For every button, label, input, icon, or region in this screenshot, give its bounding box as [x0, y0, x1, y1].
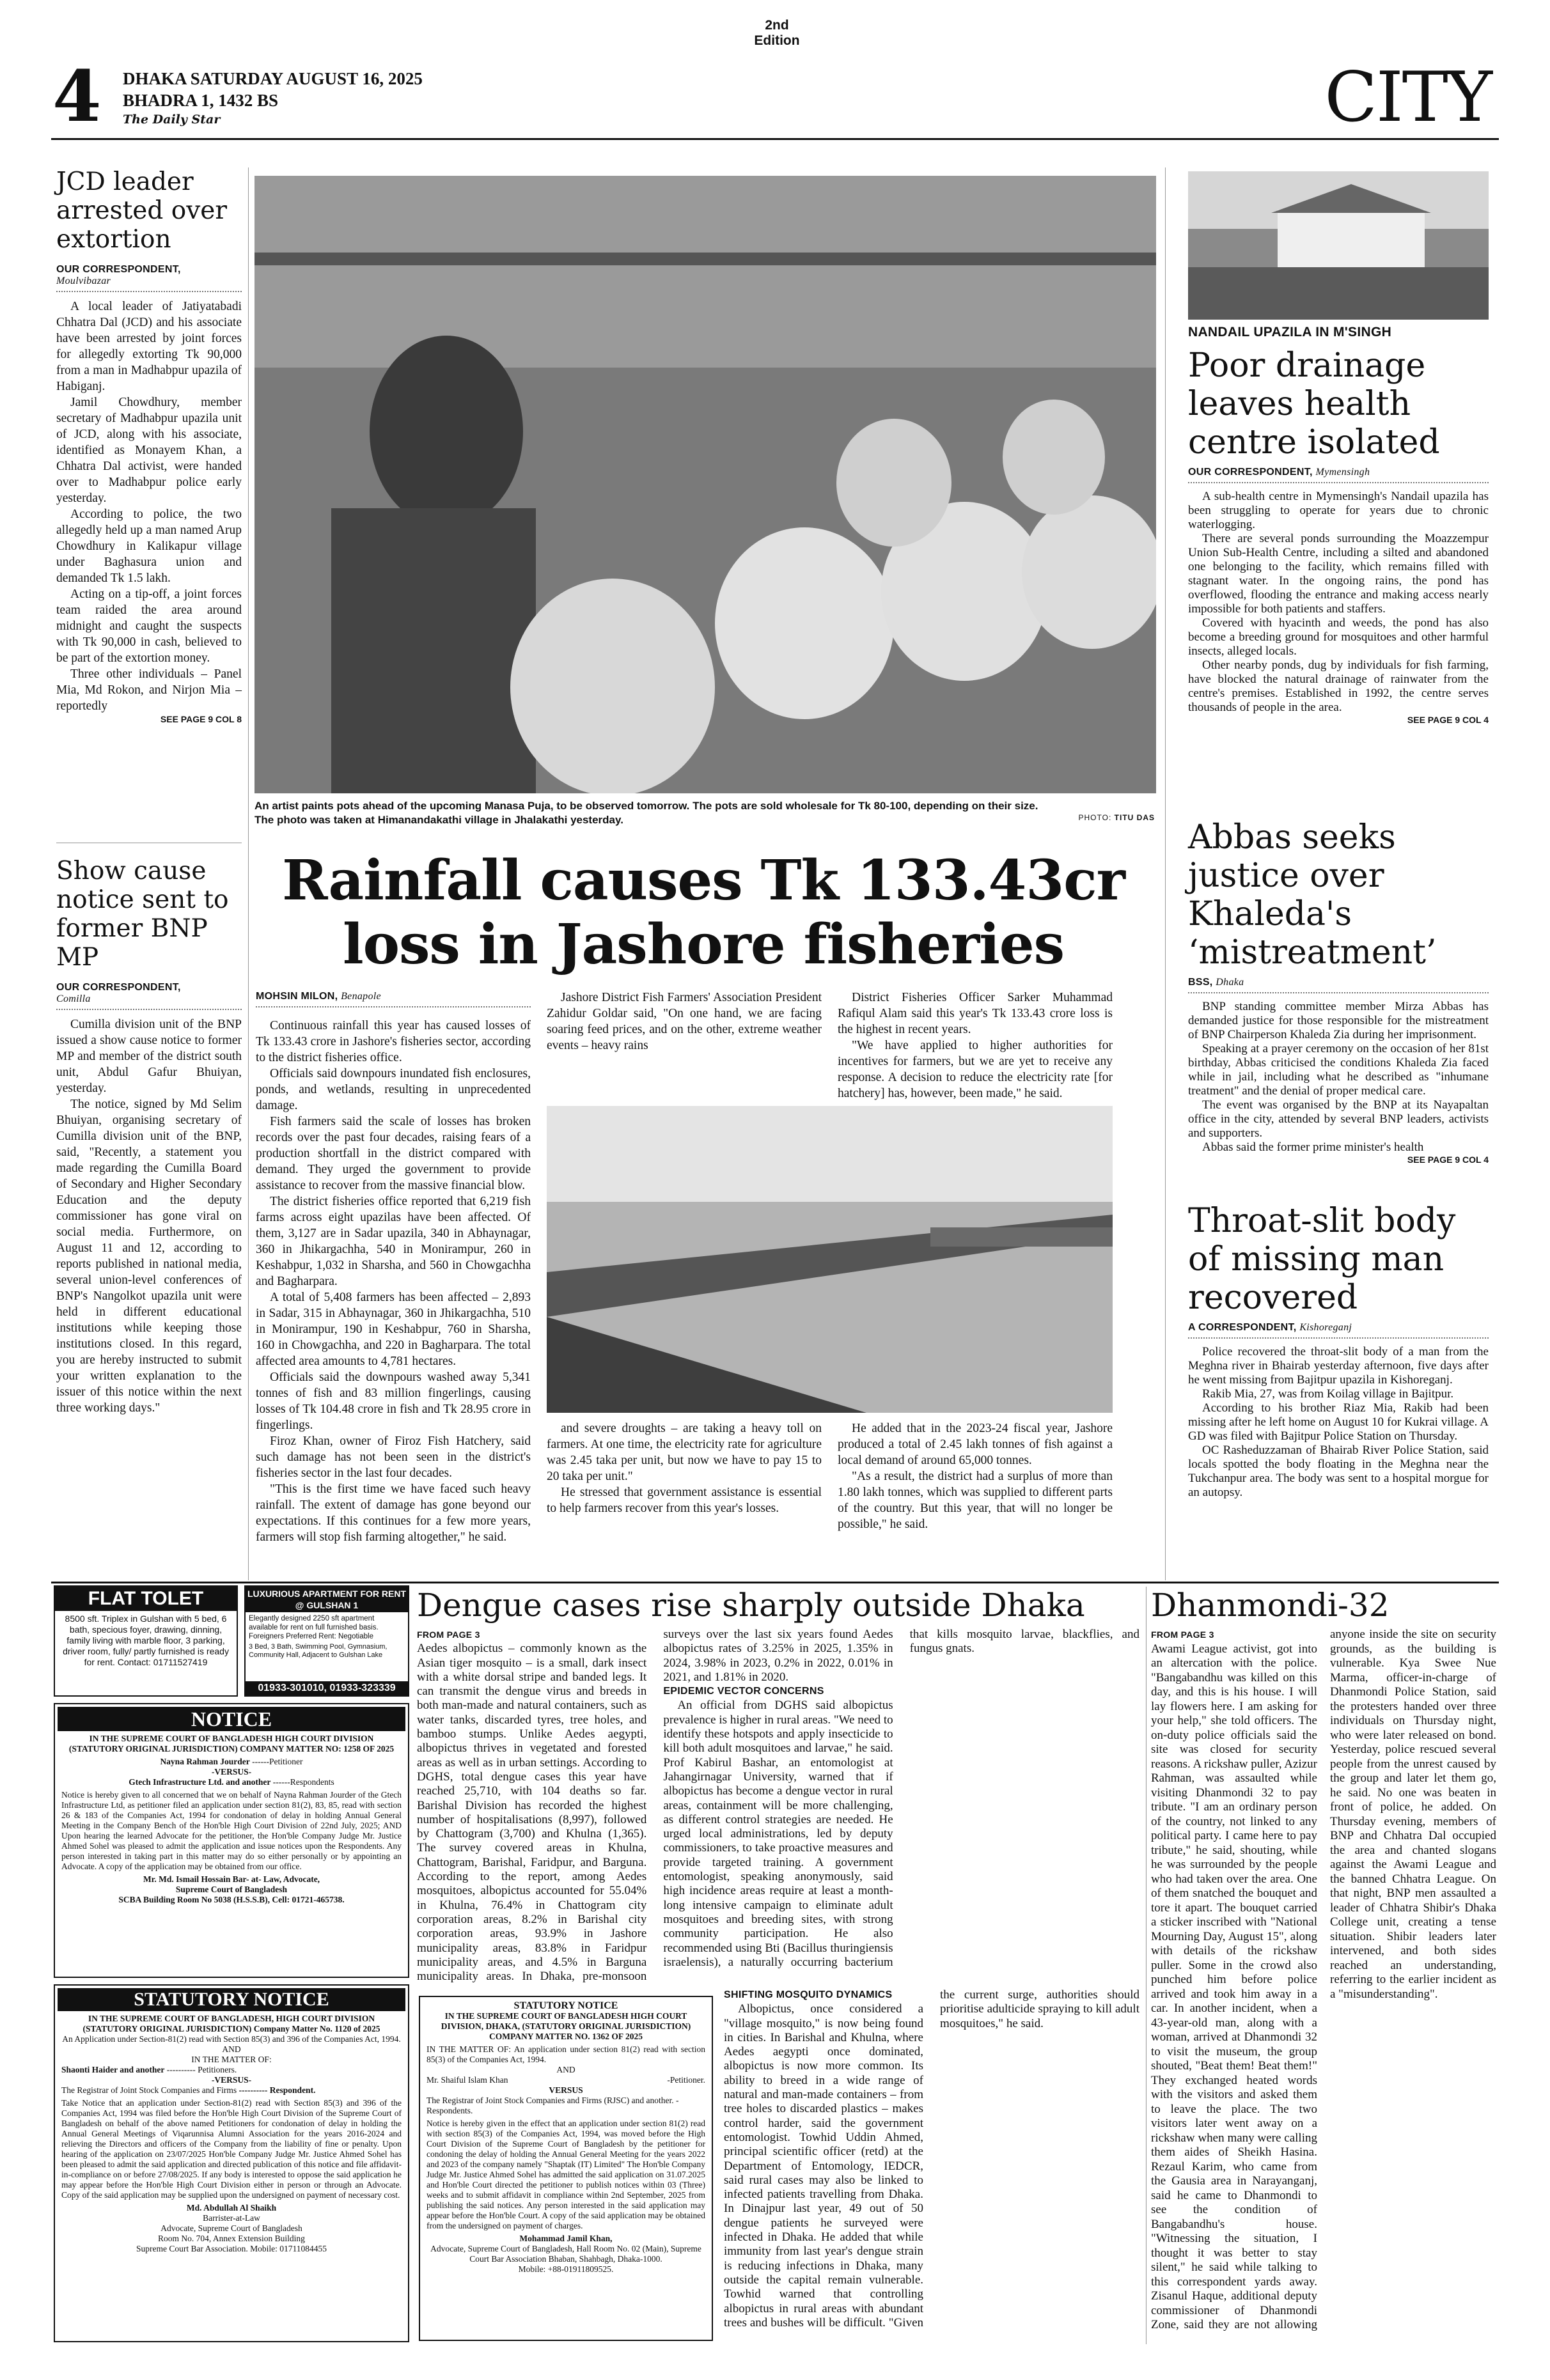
luxury-ad-phone: 01933-301010, 01933-323339 [246, 1681, 408, 1695]
abbas-divider [1188, 992, 1489, 993]
notice-2-body: Take Notice that an application under Section-81(2) read with Section 85(3) and 396 of the Companies Act, 1994 was filed before the Hon'ble High Court Division of the Supreme Court of Bangladesh on behalf of the above named Petitioners for condonation of delay in holding the Annual General Meetings of Viqarunnisa Alumni Association for the years 2016-2024 and relieving the Directors and officers of the Company from the liability of fine or penalty. Upon hearing of the application on 23/07/2025 Hon'ble Company Judge Mr. Justice Ahmed Sohel has been pleased to admit the said application and directed publication of this notice and file affidavit-in-compliance on or before 27/08/2025. If any body is interested to oppose the said application he may appear before the Hon'ble High Court Division either in person or through an Advocate. Copy of the said application may be supplied upon the undersigned on payment of necessary cost. [61, 2098, 402, 2200]
throat-p4: OC Rasheduzzaman of Bhairab River Police Station, said locals spotted the body floating in the Meghna near the Tukchanpur area. The body was sent to a hospital morgue for an autopsy. [1188, 1443, 1489, 1499]
luxury-ad-features: 3 Bed, 3 Bath, Swimming Pool, Gymnasium, Community Hall, Adjacent to Gulshan Lake [249, 1643, 388, 1659]
throat-p2: Rakib Mia, 27, was from Koilag village in Bajitpur. [1202, 1387, 1454, 1401]
nandail-p1: A sub-health centre in Mymensingh's Nandail upazila has been struggling to operate for years due to chronic waterlogging. [1188, 490, 1489, 531]
throat-place: Kishoreganj [1299, 1322, 1352, 1333]
rainfall-p4: The district fisheries office reported that 6,219 fish farms across eight upazilas have been affected. Of them, 3,127 are in Sadar upazila, 340 in Abhaynagar, 360 in Jhikargachha, 540 in Monirampur, 260 in Keshabpur, 1,032 in Sharsha, and 560 in Chowgachha and Bagharpara. [256, 1195, 531, 1288]
flat-tolet-text: 8500 sft. Triplex in Gulshan with 5 bed, 6 bath, specious foyer, drawing, dinning, family living with marble floor, 3 parking, driver room, fully/ partly furnished is ready for rent. Contact: 01711527419 [63, 1614, 229, 1667]
page-number: 4 [52, 55, 102, 137]
notice-1-signature: Mr. Md. Ismail Hossain Bar- at- Law, Advocate, [143, 1874, 320, 1884]
throat-byline [1188, 1322, 1489, 1334]
flat-tolet-ad [54, 1585, 238, 1697]
notice-3 [419, 1996, 713, 2341]
rainfall-p2: Officials said downpours inundated fish enclosures, ponds, and wetlands, resulting in unprecedented damage. [256, 1067, 531, 1112]
abbas-see-page: SEE PAGE 9 COL 4 [1407, 1155, 1489, 1165]
health-centre-photo [1188, 171, 1489, 320]
notice-2-matter: IN THE MATTER OF: [191, 2055, 272, 2064]
jcd-p1: A local leader of Jatiyatabadi Chhatra Dal (JCD) and his associate have been arrested by joint forces for allegedly extorting Tk 90,000 from a man in Madhabpur upazila of Habiganj. [56, 300, 242, 393]
nandail-byline-name: OUR CORRESPONDENT, [1188, 467, 1313, 478]
notice-1-sig-2: Supreme Court of Bangladesh [175, 1885, 288, 1894]
rainfall-p9: Jashore District Fish Farmers' Association President Zahidur Goldar said, "On one hand, we are facing soaring feed prices, and on the other, extreme weather events – heavy rains [547, 991, 822, 1052]
dengue-text-2: An official from DGHS said albopictus prevalence is higher in rural areas. "We need to identify these hotspots and apply insecticide to kill both adult mosquitoes and larvae," he said. Prof Kabirul Bashar, an entomologist at Jahangirnagar University, warned that if albopictus has become a dengue vector in rural areas, containment will be more challenging, as different control strategies are needed. He urged local administrations, led by deputy commissioners, to take proactive measures and provide targeted training. A government entomologist, speaking anonymously, said high incidence areas require at least a month-long intensive campaign to eliminate adult mosquitoes and breeding sites, with strong community participation. He also recommended using Bti (Bacillus thuringiensis israelensis), a naturally occurring bacterium that kills mosquito larvae, blackflies, and fungus gnats. [663, 1628, 1139, 1969]
notice-2-respondent [61, 2085, 402, 2096]
nandail-byline [1188, 467, 1489, 478]
notice-3-petitioner-role: -Petitioner. [667, 2075, 705, 2085]
dengue-columns [417, 1628, 1139, 1986]
dhanmondi-from-page: FROM PAGE 3 [1151, 1629, 1214, 1640]
notice-2-petitioner-role: ---------- Petitioners. [166, 2065, 237, 2074]
showcause-byline [56, 982, 242, 1005]
notice-3-sig-2: Advocate, Supreme Court of Bangladesh, Hall Room No. 02 (Main), Supreme Court Bar Association Bhaban, Shahbagh, Dhaka-1000. [430, 2244, 701, 2264]
notice-3-respondent [427, 2096, 705, 2116]
rainfall-col-3-top [838, 990, 1113, 1101]
nandail-p2: There are several ponds surrounding the Moazzempur Union Sub-Health Centre, including a silted and abandoned one belonging to the facility, which remains filled with stagnant water. In the ongoing rains, the pond has overflowed, flooding the entrance and making access nearly impossible for both patients and staffers. [1188, 532, 1489, 616]
nandail-see-page: SEE PAGE 9 COL 4 [1407, 715, 1489, 725]
col-rule-left [248, 167, 249, 1580]
dengue-from-page: FROM PAGE 3 [417, 1629, 480, 1640]
date-line: DHAKA SATURDAY AUGUST 16, 2025 [123, 69, 423, 88]
abbas-story [1188, 818, 1489, 1165]
jcd-p5: Three other individuals – Panel Mia, Md Rokon, and Nirjon Mia – reportedly [56, 667, 242, 713]
nandail-divider [1188, 482, 1489, 483]
throat-story [1188, 1202, 1489, 1500]
jcd-byline [56, 264, 242, 287]
jcd-see-page: SEE PAGE 9 COL 8 [160, 714, 242, 724]
jcd-divider [56, 291, 242, 292]
main-photo [254, 176, 1156, 793]
abbas-byline [1188, 977, 1489, 988]
notice-3-sig-3: Mobile: +88-01911809525. [518, 2264, 614, 2274]
notice-3-body: Notice is hereby given in the effect that an application under section 81(2) read with section 85(3) of the Companies Act, 1994, was moved before the High Court Division of the Supreme Court of Bangladesh by the petitioner for condoning the delay of holding the Annual General Meeting for the years 2022 and 2023 of the company namely "Shaptak (IT) Limited" The Hon'ble Company Judge Mr. Justice Ahmed Sohel has admitted the said application on 31.07.2025 and Hon'ble Court directed the petitioner to publish notices within 03 (Three) weeks and to submit affidavit in compliance within 2nd September, 2025 from publishing the said notices. Any person interested in the said application may appear before the Hon'ble Court. A copy of the said application may be obtained from the undersigned on payment of charges. [427, 2119, 705, 2230]
nandail-body [1188, 490, 1489, 715]
flat-tolet-title: FLAT TOLET [55, 1587, 237, 1611]
jcd-headline: JCD leader arrested over extortion [56, 167, 227, 254]
notice-3-petitioner [427, 2075, 705, 2085]
notice-1-petitioner [61, 1757, 402, 1767]
flooded-fish-enclosure-illustration [547, 1106, 1113, 1413]
notice-2-and: AND [222, 2044, 241, 2054]
rainfall-p12: District Fisheries Officer Sarker Muhammad Rafiqul Alam said this year's Tk 133.43 crore loss is the highest in recent years. [838, 991, 1113, 1036]
jcd-body [56, 299, 242, 714]
rainfall-place: Benapole [341, 991, 381, 1002]
notice-1-court: IN THE SUPREME COURT OF BANGLADESH HIGH COURT DIVISION (STATUTORY ORIGINAL JURISDICTION) COMPANY MATTER NO: 1258 OF 2025 [68, 1734, 395, 1754]
notice-1-petitioner-name: Nayna Rahman Jourder [160, 1757, 250, 1766]
dhanmondi-body [1151, 1628, 1496, 2344]
notice-2-versus: -VERSUS- [211, 2075, 252, 2085]
showcause-place: Comilla [56, 993, 91, 1004]
showcause-divider [56, 1009, 242, 1010]
notice-3-petitioner-name: Mr. Shaiful Islam Khan [427, 2075, 508, 2085]
notice-2-signature: Md. Abdullah Al Shaikh [186, 2203, 277, 2213]
dengue-sub-1: EPIDEMIC VECTOR CONCERNS [663, 1686, 824, 1697]
notice-2-sig-2: Barrister-at-Law [203, 2213, 260, 2223]
throat-body [1188, 1345, 1489, 1500]
dhanmondi-columns [1151, 1628, 1496, 2344]
notice-3-versus: VERSUS [549, 2085, 583, 2095]
rainfall-p6: Officials said the downpours washed away 5,341 tonnes of fish and 83 million fingerlings, causing losses of Tk 104.48 crore in fish and Tk 28.95 crore in fingerlings. [256, 1371, 531, 1432]
section-title: CITY [1324, 58, 1491, 137]
paper-logo: The Daily Star [123, 113, 221, 127]
notice-3-title: STATUTORY NOTICE [513, 2000, 618, 2011]
notice-2-sig-4: Room No. 704, Annex Extension Building [158, 2234, 305, 2243]
nandail-p3: Covered with hyacinth and weeds, the pond has also become a breeding ground for mosquitoes and other harmful insects, alleged locals. [1188, 616, 1489, 658]
dhanmondi-headline: Dhanmondi-32 [1151, 1587, 1390, 1624]
throat-p1: Police recovered the throat-slit body of a man from the Meghna river in Bhairab yesterday afternoon, five days after he went missing from Bajitpur upazila in Kishoreganj. [1188, 1345, 1489, 1387]
masthead-rule [51, 138, 1499, 140]
abbas-p2: Speaking at a prayer ceremony on the occasion of her 81st birthday, Abbas criticised the conditions Khaleda Zia faced while in jail, including what he described as "inhumane treatment" and the denial of proper medical care. [1188, 1042, 1489, 1098]
luxury-apartment-ad [244, 1585, 409, 1697]
rainfall-p13: "We have applied to higher authorities for incentives for farmers, but we are yet to receive any response. A decision to reduce the electricity rate [for hatchery] has, however, been made," he said. [838, 1039, 1113, 1100]
rainfall-col-2-bottom [547, 1420, 822, 1516]
nandail-place: Mymensingh [1315, 467, 1370, 478]
dengue-sub-2: SHIFTING MOSQUITO DYNAMICS [724, 1989, 893, 2000]
health-centre-illustration [1188, 171, 1489, 320]
rainfall-col-1 [256, 1018, 531, 1545]
notice-3-and: AND [556, 2065, 575, 2074]
jcd-p3: According to police, the two allegedly held up a man named Arup Chowdhury in Kalikapur village under Baghasura union and demanded Tk 1.5 lakh. [56, 508, 242, 585]
rainfall-col-3-bottom [838, 1420, 1113, 1532]
notice-3-court: IN THE SUPREME COURT OF BANGLADESH HIGH COURT DIVISION, DHAKA, (STATUTORY ORIGINAL JURISDICTION) COMPANY MATTER NO. 1362 OF 2025 [441, 2011, 691, 2041]
dengue-body [417, 1628, 1139, 1986]
dengue-headline: Dengue cases rise sharply outside Dhaka [417, 1587, 1085, 1624]
notice-1-title: NOTICE [58, 1707, 405, 1731]
abbas-p1: BNP standing committee member Mirza Abbas has demanded justice for those responsible for the mistreatment of BNP Chairperson Khaleda Zia during her imprisonment. [1188, 1000, 1489, 1041]
abbas-body [1188, 1000, 1489, 1155]
notice-2-title: STATUTORY NOTICE [58, 1988, 405, 2011]
dengue-rule [1146, 1587, 1147, 2344]
abbas-byline-name: BSS, [1188, 977, 1213, 988]
bottom-section-rule [51, 1582, 1499, 1583]
rainfall-col-2-top [547, 990, 822, 1054]
rainfall-p15: "As a result, the district had a surplus of more than 1.80 lakh tonnes, which was supplied to different parts of the country. But this year, that will no longer be possible," he said. [838, 1470, 1113, 1531]
notice-2-intro: An Application under Section-81(2) read with Section 85(3) and 396 of the Companies Act, 1994. [62, 2034, 401, 2044]
rainfall-p11: He stressed that government assistance is essential to help farmers recover from this year's losses. [547, 1486, 822, 1515]
nandail-headline: Poor drainage leaves health centre isolated [1188, 346, 1440, 462]
rainfall-byline-name: MOHSIN MILON, [256, 991, 338, 1002]
rainfall-p3: Fish farmers said the scale of losses has broken records over the past four decades, raising fears of a production shortfall in the district compared with demand. They urged the government to provide assistance to recover from the massive financial blow. [256, 1115, 531, 1192]
notice-2 [54, 1984, 409, 2342]
notice-1-petitioner-role: ------Petitioner [252, 1757, 303, 1766]
throat-p3: According to his brother Riaz Mia, Rakib had been missing after he left home on August 10 for Kukrai village. A GD was filed with Bajitpur Police Station on Thursday. [1188, 1401, 1489, 1443]
notice-2-respondent-role: ---------- Respondent. [239, 2085, 316, 2095]
showcause-body [56, 1016, 242, 1416]
luxury-ad-title: LUXURIOUS APARTMENT FOR RENT @ GULSHAN 1 [246, 1587, 408, 1612]
main-photo-credit [1021, 813, 1155, 822]
abbas-p3: The event was organised by the BNP at its Nayapaltan office in the city, attended by several BNP leaders, activists and supporters. [1188, 1098, 1489, 1140]
rainfall-headline: Rainfall causes Tk 133.43cr loss in Jashore fisheries [282, 848, 1125, 977]
main-photo-caption: An artist paints pots ahead of the upcoming Manasa Puja, to be observed tomorrow. The pots are sold wholesale for Tk 80-100, depending on their size. The photo was taken at Himanandakathi village in Jhalakathi yesterday. [254, 800, 1038, 826]
bangla-date: BHADRA 1, 1432 BS [123, 91, 279, 110]
jcd-p2: Jamil Chowdhury, member secretary of Madhabpur upazila unit of JCD, along with his associate, identified as Monayem Khan, a Chhatra Dal activist, were handed over to Madhabpur police early yesterday. [56, 396, 242, 505]
notice-3-respondent-name: The Registrar of Joint Stock Companies and Firms (RJSC) and another. [427, 2096, 674, 2105]
showcause-byline-name: OUR CORRESPONDENT, [56, 982, 181, 993]
notice-2-respondent-name: The Registrar of Joint Stock Companies and Firms [61, 2085, 237, 2095]
notice-1-body: Notice is hereby given to all concerned that we on behalf of Nayna Rahman Jourder of the Gtech Infrastructure Ltd, as petitioner filed an application under section 81(2), 83, 85, read with section 26 & 183 of the Companies Act, 1994 for condonation of delay in holding Annual General Meeting in the Company Bench of the Hon'ble High Court Division of 22nd July, 2025; AND Upon hearing the learned Advocate for the petitioner, the Hon'ble Company Judge Mr. Justice Ahmed Sohel was pleased to admit the application and issue notices upon the Respondents. Any person interested in taking part in this matter may do so either personally or by appointing an Advocate. A copy of the application may be obtained from our office. [61, 1790, 402, 1871]
showcause-headline: Show cause notice sent to former BNP MP [56, 857, 229, 972]
abbas-place: Dhaka [1216, 977, 1244, 988]
main-photo-credit-name: TITU DAS [1114, 813, 1155, 822]
col-rule-right [1165, 167, 1166, 1580]
nandail-p4: Other nearby ponds, dug by individuals for fish farming, have blocked the natural drainage of rainwater from the centre's premises. Established in 1992, the centre serves thousands of people in the area. [1188, 658, 1489, 714]
notice-1-sig-3: SCBA Building Room No 5038 (H.S.S.B), Cell: 01721-465738. [118, 1895, 345, 1904]
edition-label: 2nd Edition [754, 18, 800, 48]
notice-1 [54, 1703, 409, 1978]
notice-2-court: IN THE SUPREME COURT OF BANGLADESH, HIGH COURT DIVISION (STATUTORY ORIGINAL JURISDICTION) Company Matter No. 1120 of 2025 [82, 2014, 380, 2034]
pot-painter-illustration [254, 176, 1156, 793]
notice-1-respondent-name: Gtech Infrastructure Ltd. and another [129, 1777, 271, 1787]
notice-3-signature: Mohammad Jamil Khan, [519, 2234, 613, 2243]
fisheries-photo [547, 1106, 1113, 1413]
dengue-text-3: Albopictus, once considered a "village mosquito," is now being found in cities. In Barishal and Khulna, where Aedes aegypti once dominated, albopictus is now more common. Its ability to breed in a wide range of natural and man-made containers – from tree holes to discarded plastics – makes control harder, said the government entomologist. Towhid Uddin Ahmed, principal scientific officer (retd) at the Department of Entomology, IEDCR, said rural cases may also be linked to infected patients travelling from Dhaka. In Dinajpur last year, 49 out of 50 dengue patients he surveyed were infected in Dhaka. He added that while immunity from last year's dengue strain is reducing infections in Dhaka, many outside the capital remain vulnerable. Towhid warned that controlling albopictus in rural areas with abundant trees and bushes will be difficult. "Given the current surge, authorities should prioritise adulticide spraying to kill adult mosquitoes," he said. [724, 1988, 1139, 2329]
notice-1-respondent-role: ------Respondents [272, 1777, 334, 1787]
dengue-lower-columns [724, 1988, 1139, 2343]
rainfall-p14: He added that in the 2023-24 fiscal year, Jashore produced a total of 2.45 lakh tonnes of fish against a local demand of around 65,000 tonnes. [838, 1422, 1113, 1467]
dengue-lower [724, 1988, 1139, 2343]
notice-3-respondent-role: -Respondents. [427, 2096, 679, 2115]
jcd-byline-name: OUR CORRESPONDENT, [56, 264, 181, 275]
showcause-story [56, 857, 242, 1416]
notice-1-respondent [61, 1777, 402, 1787]
rainfall-divider [256, 1006, 531, 1007]
luxury-ad-text: Elegantly designed 2250 sft apartment available for rent on full furnished basis. Foreigners Preferred Rent: Negotiable [249, 1615, 379, 1640]
notice-2-petitioner [61, 2065, 402, 2075]
notice-3-matter: IN THE MATTER OF: An application under section 81(2) read with section 85(3) of the Companies Act, 1994. [427, 2044, 705, 2064]
nandail-story [1188, 325, 1489, 725]
dengue-text-1: Aedes albopictus – commonly known as the Asian tiger mosquito – is a small, dark insect with a white dorsal stripe and banded legs. It can transmit the dengue virus and breeds in both man-made and natural containers, such as water tanks, discarded tyres, tree holes, and bamboo stumps. Unlike Aedes aegypti, albopictus thrives in vegetated and forested areas as well as in urban settings. According to DGHS, total dengue cases this year have reached 25,710, with 104 deaths so far. Barishal Division has recorded the highest number of hospitalisations (8,997), followed by Chattogram (3,700) and Khulna (1,365). The survey covered areas in Khulna, Chattogram, Barishal, Faridpur, and Barguna. According to the report, among Aedes mosquitoes, albopictus accounted for 55.04% in Khulna, 76.4% in Chattogram city corporation areas, 8.2% in Barishal city corporation areas, 93.9% in Jashore municipality areas, 83.8% in Faridpur municipality areas, and 4.5% in Barguna municipality areas. In Dhaka, pre-monsoon surveys over the last six years found Aedes albopictus rates of 3.25% in 2025, 1.35% in 2024, 3.98% in 2023, 0.2% in 2022, 0.01% in 2021, and 1.81% in 2020. [417, 1628, 893, 1984]
main-photo-credit-label: PHOTO: [1078, 813, 1112, 822]
notice-2-sig-3: Advocate, Supreme Court of Bangladesh [160, 2223, 302, 2233]
abbas-p4: Abbas said the former prime minister's health [1202, 1140, 1424, 1154]
rainfall-p5: A total of 5,408 farmers has been affected – 2,893 in Sadar, 315 in Abhaynagar, 360 in Jhikargachha, 510 in Monirampur, 190 in Keshabpur, 760 in Sharsha, 160 in Chowgachha, and 220 in Bagharpara. The total affected area amounts to 4,781 hectares. [256, 1291, 531, 1368]
throat-divider [1188, 1337, 1489, 1339]
notice-2-sig-5: Supreme Court Bar Association. Mobile: 01711084455 [136, 2244, 327, 2253]
rainfall-p8: "This is the first time we have faced such heavy rainfall. The extent of damage has gone beyond our expectations. If this continues for a few more years, farmers will stop fish farming altogether," he said. [256, 1482, 531, 1544]
rainfall-byline [256, 991, 381, 1002]
showcause-p1: Cumilla division unit of the BNP issued a show cause notice to former MP and member of the district south unit, Abdul Gafur Bhuiyan, yesterday. [56, 1018, 242, 1095]
jcd-story [56, 167, 242, 724]
rainfall-p1: Continuous rainfall this year has caused losses of Tk 133.43 crore in Jashore's fisheries sector, according to the district fisheries office. [256, 1019, 531, 1064]
notice-1-versus: -VERSUS- [211, 1767, 252, 1777]
jcd-p4: Acting on a tip-off, a joint forces team raided the area around midnight and caught the suspects with Tk 90,000 in cash, believed to be part of the extortion money. [56, 587, 242, 665]
abbas-headline: Abbas seeks justice over Khaleda's ‘mistreatment’ [1188, 818, 1437, 972]
throat-headline: Throat-slit body of missing man recovered [1188, 1202, 1456, 1317]
notice-2-petitioner-name: Shaonti Haider and another [61, 2065, 165, 2074]
throat-byline-name: A CORRESPONDENT, [1188, 1322, 1297, 1333]
dhanmondi-text: Awami League activist, got into an altercation with the police. "Bangabandhu was killed on this day, and this is his house. I will lay flowers here. I am asking for your help," she told officers. The on-duty police officials said the site was closed for security reasons. A rickshaw puller, Azizur Rahman, was assaulted while visiting Dhanmondi 32 to pay tribute. "I am an ordinary person of the country, not linked to any political party. I came here to pay tribute," he said, shouting, while he was surrounded by the people who had taken over the area. One of them snatched the bouquet and tore it apart. The bouquet carried a sticker inscribed with "National Mourning Day, August 15", along with details of the rickshaw puller. Some in the crowd also punched him before police arrived and took him away in a car. In another incident, when a 43-year-old man, along with a woman, arrived at Dhanmondi 32 to visit the museum, the group shouted, "Beat them! Beat them!" They exchanged heated words with the visitors and asked them to leave the place. The two visitors later went away on a rickshaw when many were calling them aides of Sheikh Hasina. Rezaul Karim, who came from the Gausia area in Narayanganj, said he came to Dhanmondi to see the condition of Bangabandhu's house. "Witnessing the situation, I thought it was better to stay silent," he said while talking to this correspondent yards away. Zisanul Haque, additional deputy commissioner of Dhanmondi Zone, said they are not allowing anyone inside the site on security grounds, as the building is vulnerable. Kya Swee Nue Marma, officer-in-charge of Dhanmondi Police Station, said the protesters handed over three individuals on Thursday night, who were later released on bond. Yesterday, police rescued several people from the unrest caused by the group and later let them go, he said. No one was beaten in front of police, he added. On Thursday evening, members of BNP and Chhatra Dal occupied the area and chanted slogans against the Awami League and the banned Chhatra League. On that night, BNP men assaulted a leader of Chhatra Shibir's Dhaka College unit, creating a tense situation. Shibir leaders later intervened, and both sides reached an understanding, referring to the earlier incident as a "misunderstanding". [1151, 1628, 1496, 2331]
rainfall-p10: and severe droughts – are taking a heavy toll on farmers. At one time, the electricity rate for agriculture was 2.45 taka per unit, but now we have to pay 15 to 20 taka per unit." [547, 1422, 822, 1483]
nandail-kicker: NANDAIL UPAZILA IN M'SINGH [1188, 325, 1392, 339]
showcause-p2: The notice, signed by Md Selim Bhuiyan, organising secretary of Cumilla division unit of the BNP, said, "Recently, a statement you made regarding the Cumilla Board of Secondary and Higher Secondary Education and the deputy commissioner has gone viral on social media. Furthermore, on August 11 and 12, according to reports published in national media, several union-level conferences of BNP's Nangolkot upazila unit were held in different educational institutions while keeping those institutions closed. In this regard, you are hereby instructed to submit your written explanation to the issuer of this notice within the next three working days." [56, 1098, 242, 1415]
rainfall-p7: Firoz Khan, owner of Firoz Fish Hatchery, said such damage has not been seen in the district's fisheries sector in the last four decades. [256, 1435, 531, 1480]
jcd-place: Moulvibazar [56, 276, 111, 286]
